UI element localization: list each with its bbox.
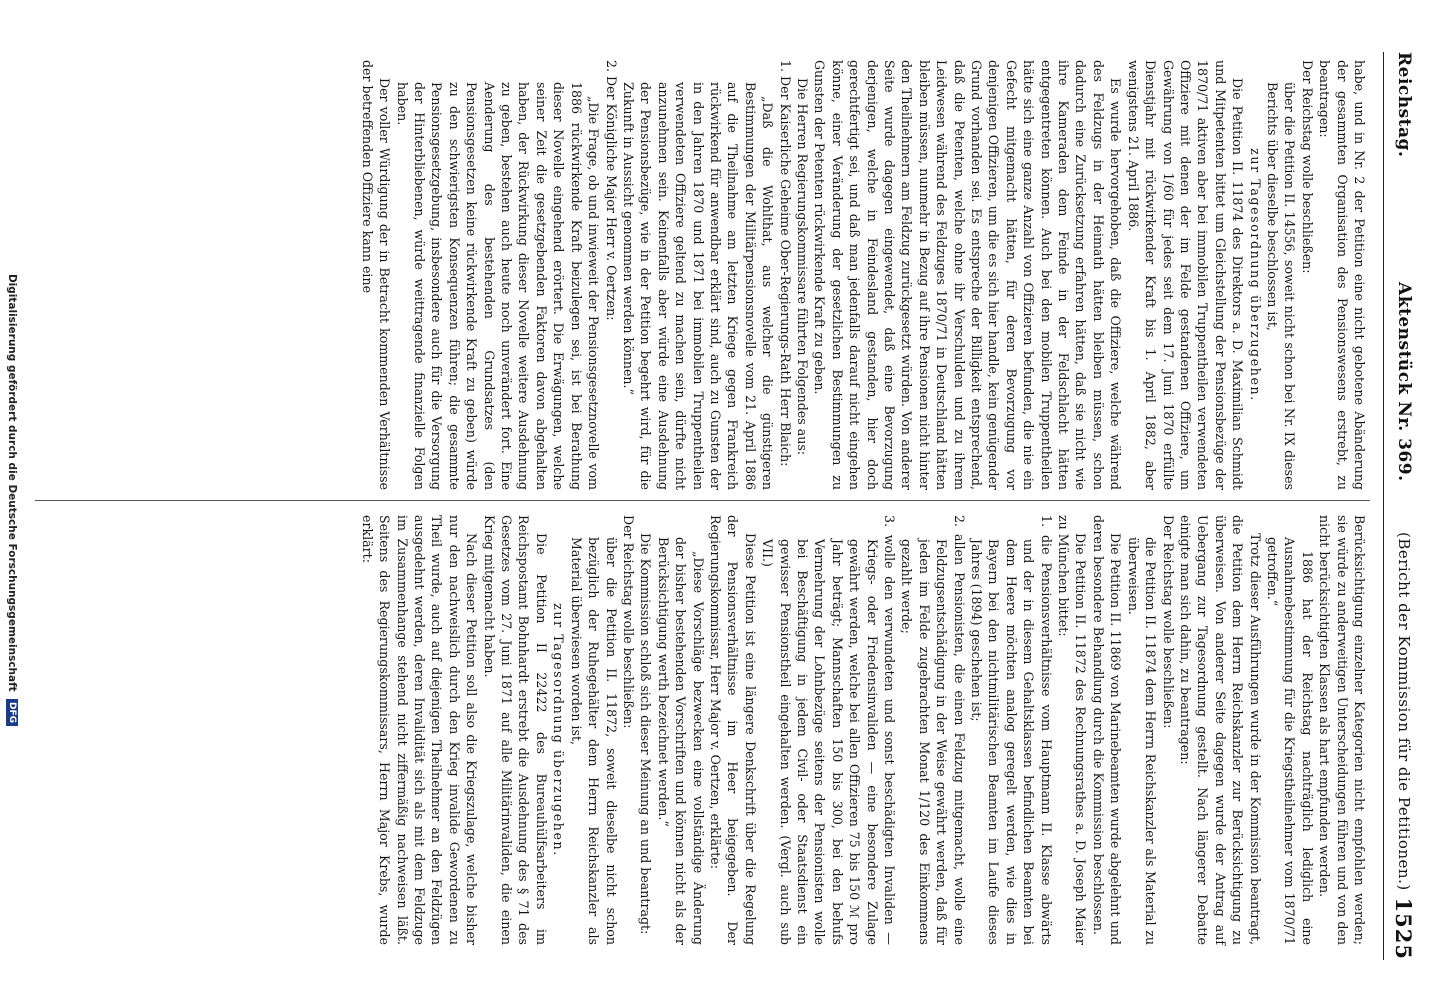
paragraph: Die Petition II. 11872 des Rechnungsrathes a. D. Joseph Maier zu München bittet: (1056, 515, 1089, 945)
digitization-credit (6, 0, 18, 1000)
paragraph: „Die Frage, ob und inwieweit der Pensionsgesetznovelle vom 1886 rückwirkende Kraft beizulegen sei, ist bei Berathung dieser Novelle eingehend erörtert. Die Erwägungen, welche seiner Zeit die gesetzgebenden Faktoren davon abgehalten haben, der Rückwirkung dieser Novelle weitere Ausdehnung zu geben, bestehen auch heute noch unverändert fort. Eine Aenderung des bestehenden Grundsatzes (den Pensionsgesetzen keine rückwirkende Kraft zu geben) würde zu den schwierigsten Konsequenzen führen; die gesammte Pensionsgesetzgebung, insbesondere auch für die Versorgung der Hinterbliebenen, würde weittragende finanzielle Folgen haben. (394, 82, 602, 490)
paragraph: Die Petition II 22422 des Bureauhülfsarbeiters im Reichspostamt Bohnhardt erstrebt die Ausdehnung des § 71 des Gesetzes vom 27. Juni 1871 auf alle Militärinvaliden, die einen Krieg mitgemacht haben. (481, 515, 549, 945)
paragraph: Nach dieser Petition soll also die Kriegszulage, welche bisher nur den nachweislich durch den Krieg invalide Gewordenen zu Theil wurde, auch auf diejenigen Theilnehmer an den Feldzügen ausgedehnt werden, deren Invalidität sich als mit dem Feldzuge im Zusammenhange stehend nicht ziffermäßig nachweisen läßt. Seitens des Regierungskommissars, Herrn Major Krebs, wurde erklärt: (359, 515, 480, 945)
paragraph: zur Tagesordnung überzugehen. (551, 603, 567, 857)
dfg-logo: DFG (6, 699, 18, 726)
paragraph: „Daß die Wohlthat, aus welcher die günstigeren Bestimmungen der Militärpensionsnovelle vom 21. April 1886 auf die Theilnahme am letzten Kriege gegen Frankreich rückwirkend für anwendbar erklärt sind, auch zu Gunsten der in den Jahren 1870 und 1871 bei immobilen Truppentheilen verwendeten Offiziere geltend zu machen sein, dürfte nicht anzunehmen sein. Keinenfalls aber würde eine Ausdehnung der Pensionsbezüge, wie in der Petition begehrt wird, für die Zukunft in Aussicht genommen werden können.“ (620, 82, 776, 490)
paragraph: zur Tagesordnung überzugehen. (1247, 148, 1263, 402)
paragraph: Die Kommission schloß sich dieser Meinung an und beantragt: (638, 533, 654, 935)
paragraph: Es wurde hervorgehoben, daß die Offiziere, welche während des Feldzugs in der Heimath hätten bleiben müssen, schon dadurch eine Zurücksetzung erfahren hätten, daß sie nicht wie ihre Kameraden dem Feinde in der Feldschlacht hätten entgegentreten können. Auch bei den mobilen Truppentheilen hätte sich eine ganze Anzahl von Offizieren befunden, die nie ein Gefecht mitgemacht hätten, für deren Bevorzugung vor denjenigen Offizieren, um die es sich hier handle, kein genügender Grund vorhanden sei. Es entspreche der Billigkeit entsprechend, daß die Petenten, welche ohne ihr Verschulden und zu ihrem Leidwesen während des Feldzuges 1870/71 in Deutschland hätten bleiben müssen, nunmehr in Bezug auf ihre Pensionen nicht hinter den Theilnehmern am Feldzug zurückgesetzt würden. Von anderer Seite wurde dagegen eingewendet, daß eine Bevorzugung derjenigen, welche in Feindesland gestanden, hier doch gerechtfertigt sei, und daß man jedenfalls darauf nicht eingehen könne, einer Veränderung der gesetzlichen Bestimmungen zu Gunsten der Petenten rückwirkende Kraft zu geben. (812, 60, 1124, 490)
paragraph: über die Petition II. 11872, soweit dieselbe nicht schon bezüglich der Ruhegehälter dem Herrn Reichskanzler als Material überwiesen worden ist, (568, 537, 619, 945)
paragraph: 2. Der Königliche Major Herr v. Oertzen: (603, 60, 619, 321)
paragraph: Die Petition II. 11869 von Marinebeamten wurde abgelehnt und deren besondere Behandlung durch die Kommission beschlossen. (1090, 515, 1124, 945)
left-column (358, 60, 1368, 490)
column-divider (35, 500, 1370, 501)
paragraph: Der Reichstag wolle beschließen: (620, 515, 636, 729)
right-column (358, 515, 1368, 945)
paragraph: Der voller Würdigung der in Betracht kommenden Verhältnisse der betreffenden Offiziere kann eine (359, 60, 393, 490)
paragraph: 1886 hat der Reichstag nachträglich lediglich eine Ausnahmebestimmung für die Kriegstheilnehmer vom 1870/71 getroffen.“ (1264, 537, 1315, 945)
paragraph: 1. Der Kaiserliche Geheime Ober-Regierungs-Rath Herr Blaich: (777, 60, 793, 467)
page-header (1383, 52, 1420, 960)
paragraph: Die Petition II. 11874 des Direktors a. D. Maximilian Schmidt und Mitpetenten bittet um Gleichstellung der Pensionsbezüge der 1870/71 aktiven aber bei immobilen Truppentheilen verwendeten Offiziere mit denen der im Felde gestandenen Offiziere, um Gewährung von 1/60 für jedes seit dem 17. Juni 1870 erfüllte Dienstjahr mit rückwirkender Kraft bis 1. April 1882, aber wenigstens 21. April 1886. (1125, 60, 1246, 490)
paragraph: die Petition II. 11874 dem Herrn Reichskanzler als Material zu überweisen. (1125, 537, 1159, 945)
paragraph: Der Reichstag wolle beschließen: (1160, 515, 1176, 729)
paragraph: habe, und in Nr. 2 der Petition eine nicht gebotene Abänderung der gesammten Organisation des Pensionswesens erstrebt, zu beantragen: (1317, 60, 1367, 490)
paragraph: „Diese Vorschläge bezwecken eine vollständige Änderung der bisher bestehenden Vorschriften und können nicht als der Berücksichtigung werth bezeichnet werden.“ (655, 537, 706, 945)
header-subtitle: (Bericht der Kommission für die Petitionen.) (1395, 532, 1413, 891)
paragraph: 1. die Pensionsverhältnisse vom Hauptmann II. Klasse abwärts und der in diesem Gehaltsklassen befindlichen Beamten bei dem Heere möchten analog geregelt werden, wie dies in Bayern bei den nichtmilitärischen Beamten im Laufe dieses Jahres (1894) geschehen ist; (969, 515, 1054, 945)
paragraph: über die Petition II. 14556, soweit nicht schon bei Nr. IX dieses Berichts über dieselbe beschlossen ist, (1264, 82, 1298, 490)
paragraph: Trotz dieser Ausführungen wurde in der Kommission beantragt, die Petition dem Herrn Reichskanzler zur Berücksichtigung zu überweisen. Von anderer Seite dagegen wurde der Antrag auf Uebergang zur Tagesordnung gestellt. Nach längerer Debatte einigte man sich dahin, zu beantragen: (1177, 515, 1263, 945)
paragraph: Diese Petition ist eine längere Denkschrift über die Regelung der Pensionsverhältnisse im Heer beigegeben. Der Regierungskommissar, Herr Major v. Oertzen, erklärte: (707, 515, 758, 945)
header-reichstag: Reichstag. (1394, 52, 1414, 158)
paragraph: Berücksichtigung einzelner Kategorien nicht empfohlen werden; sie würde zu anderweitigen Unterscheidungen führen und von den nicht berücksichtigten Klassen als hart empfunden werden. (1317, 515, 1367, 945)
credit-text: Digitalisierung gefördert durch die Deutsche Forschungsgemeinschaft (6, 273, 18, 692)
page-number: 1525 (1391, 897, 1416, 960)
paragraph: Der Reichstag wolle beschließen: (1299, 60, 1315, 274)
paragraph: 2. allen Pensionisten, die einen Feldzug mitgemacht, wolle eine Feldzugsentschädigung in der Weise gewährt werden, daß für jeden im Felde zugebrachten Monat 1/120 des Einkommens gezahlt werde; (899, 515, 967, 945)
header-aktenstueck: Aktenstück Nr. 369. (1394, 282, 1414, 482)
paragraph: 3. wolle den verwundeten und sonst beschädigten Invaliden — Kriegs- oder Friedensinvaliden — eine besondere Zulage gewährt werden, welche bei allen Offizieren 75 bis 150 ℳ pro Jahr beträgt; Mannschaften 150 bis 300, bei den behufs Vermehrung der Lohnbezüge seitens der Pensionisten wolle bei Beschäftigung in jedem Civil- oder Staatsdienst ein gewisser Pensionstheil eingehalten werden. (Vergl. auch sub VII.) (760, 515, 898, 945)
paragraph: Die Herren Regierungskommissare führten Folgendes aus: (795, 78, 810, 456)
